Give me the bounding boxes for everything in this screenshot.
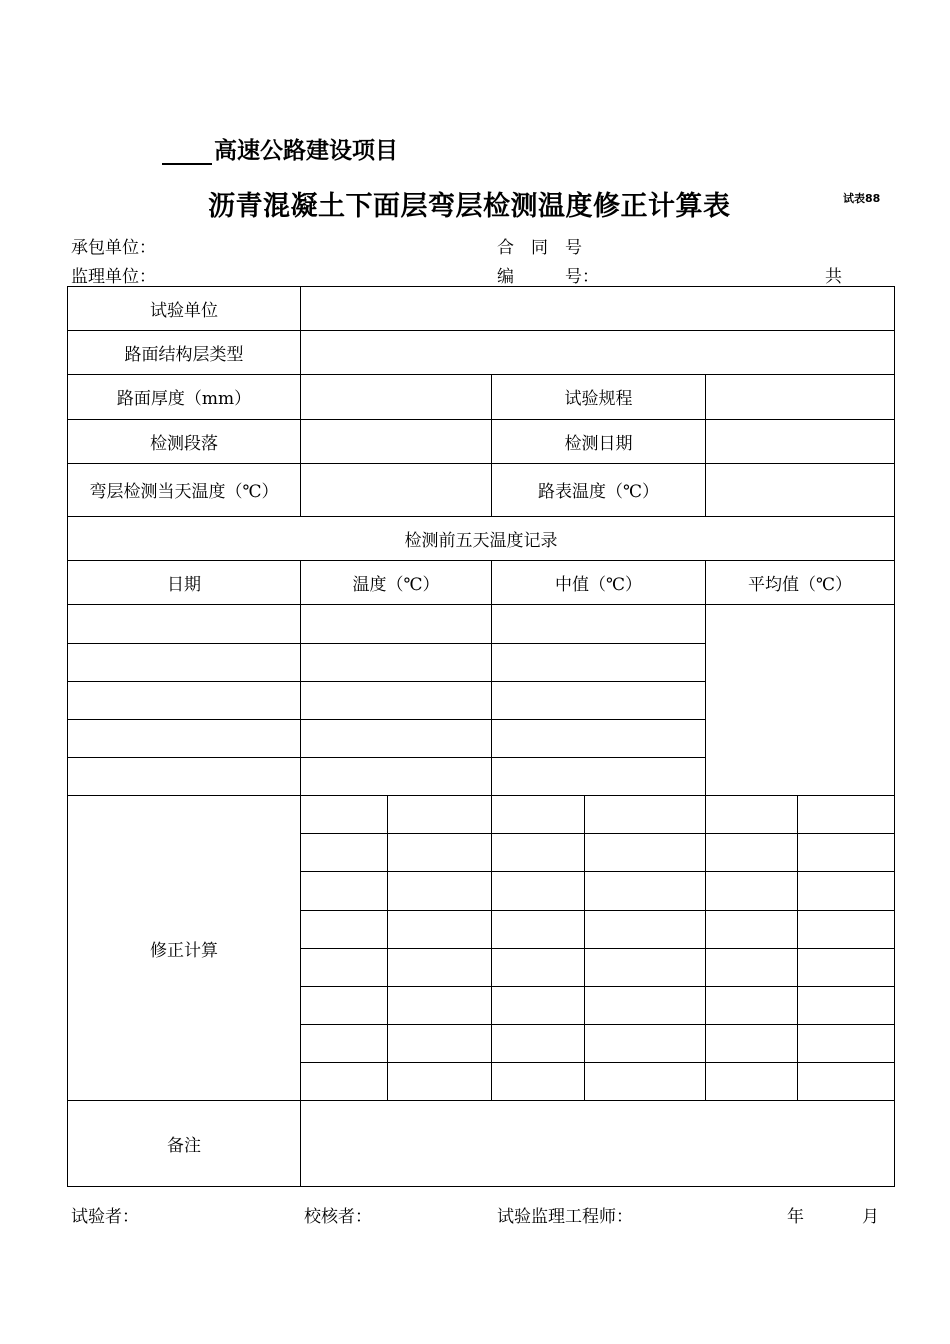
remarks-value[interactable]	[301, 1101, 895, 1187]
correction-label: 修正计算	[68, 796, 301, 1101]
year-label: 年	[787, 1207, 804, 1227]
correction-cell[interactable]	[585, 872, 706, 910]
correction-cell[interactable]	[585, 834, 706, 872]
record-date-cell[interactable]	[68, 681, 301, 719]
month-label: 月	[862, 1207, 879, 1227]
section-value[interactable]	[301, 419, 492, 463]
form-number: 试表88	[843, 192, 881, 205]
project-name: 高速公路建设项目	[162, 132, 398, 165]
correction-cell[interactable]	[585, 1025, 706, 1063]
correction-cell[interactable]	[585, 948, 706, 986]
surface-temp-label: 路表温度（℃）	[492, 463, 706, 516]
remarks-label: 备注	[68, 1101, 301, 1187]
correction-cell[interactable]	[492, 986, 585, 1024]
correction-cell[interactable]	[492, 1063, 585, 1101]
test-unit-label: 试验单位	[68, 287, 301, 331]
five-day-record-heading: 检测前五天温度记录	[68, 516, 895, 560]
record-temp-cell[interactable]	[301, 757, 492, 795]
record-median-cell[interactable]	[492, 605, 706, 643]
record-avg-cell[interactable]	[706, 605, 895, 796]
col-temp-header: 温度（℃）	[301, 561, 492, 605]
correction-cell[interactable]	[585, 796, 706, 834]
correction-cell[interactable]	[301, 948, 388, 986]
correction-cell[interactable]	[585, 986, 706, 1024]
correction-cell[interactable]	[301, 1025, 388, 1063]
correction-cell[interactable]	[301, 910, 388, 948]
record-temp-cell[interactable]	[301, 719, 492, 757]
record-date-cell[interactable]	[68, 605, 301, 643]
supervisor-engineer-label: 试验监理工程师：	[497, 1207, 633, 1227]
pavement-type-label: 路面结构层类型	[68, 331, 301, 375]
record-date-cell[interactable]	[68, 757, 301, 795]
correction-cell[interactable]	[798, 796, 895, 834]
record-median-cell[interactable]	[492, 719, 706, 757]
correction-cell[interactable]	[706, 796, 798, 834]
correction-cell[interactable]	[798, 872, 895, 910]
record-median-cell[interactable]	[492, 757, 706, 795]
correction-cell[interactable]	[388, 796, 492, 834]
correction-cell[interactable]	[585, 1063, 706, 1101]
tester-label: 试验者：	[71, 1207, 139, 1227]
correction-cell[interactable]	[798, 910, 895, 948]
correction-cell[interactable]	[492, 834, 585, 872]
correction-cell[interactable]	[706, 1063, 798, 1101]
test-date-value[interactable]	[706, 419, 895, 463]
col-median-header: 中值（℃）	[492, 561, 706, 605]
correction-cell[interactable]	[388, 872, 492, 910]
total-label: 共	[825, 267, 842, 287]
correction-cell[interactable]	[706, 1025, 798, 1063]
record-date-cell[interactable]	[68, 643, 301, 681]
record-temp-cell[interactable]	[301, 643, 492, 681]
correction-cell[interactable]	[706, 834, 798, 872]
correction-cell[interactable]	[706, 948, 798, 986]
test-spec-value[interactable]	[706, 375, 895, 419]
correction-cell[interactable]	[388, 1063, 492, 1101]
project-blank[interactable]	[162, 141, 212, 165]
correction-cell[interactable]	[706, 872, 798, 910]
correction-cell[interactable]	[492, 910, 585, 948]
record-date-cell[interactable]	[68, 719, 301, 757]
correction-cell[interactable]	[706, 910, 798, 948]
correction-cell[interactable]	[492, 872, 585, 910]
pavement-type-value[interactable]	[301, 331, 895, 375]
correction-cell[interactable]	[492, 1025, 585, 1063]
correction-cell[interactable]	[798, 1063, 895, 1101]
page-title: 沥青混凝土下面层弯层检测温度修正计算表	[208, 191, 731, 222]
correction-cell[interactable]	[388, 948, 492, 986]
record-temp-cell[interactable]	[301, 605, 492, 643]
serial-label: 编 号：	[497, 267, 599, 287]
correction-cell[interactable]	[388, 834, 492, 872]
surface-temp-value[interactable]	[706, 463, 895, 516]
supervisor-label: 监理单位：	[71, 267, 156, 287]
col-date-header: 日期	[68, 561, 301, 605]
correction-cell[interactable]	[388, 910, 492, 948]
correction-cell[interactable]	[492, 948, 585, 986]
correction-cell[interactable]	[301, 1063, 388, 1101]
correction-cell[interactable]	[798, 1025, 895, 1063]
contractor-label: 承包单位：	[71, 238, 156, 258]
test-date-label: 检测日期	[492, 419, 706, 463]
correction-cell[interactable]	[706, 986, 798, 1024]
contract-no-label: 合 同 号	[497, 238, 582, 258]
correction-cell[interactable]	[798, 948, 895, 986]
calculation-table	[67, 286, 895, 1187]
correction-cell[interactable]	[585, 910, 706, 948]
correction-cell[interactable]	[301, 986, 388, 1024]
checker-label: 校核者：	[304, 1207, 372, 1227]
correction-cell[interactable]	[798, 834, 895, 872]
correction-cell[interactable]	[301, 796, 388, 834]
correction-cell[interactable]	[301, 872, 388, 910]
thickness-label: 路面厚度（mm）	[68, 375, 301, 419]
record-median-cell[interactable]	[492, 681, 706, 719]
col-avg-header: 平均值（℃）	[706, 561, 895, 605]
correction-cell[interactable]	[301, 834, 388, 872]
section-label: 检测段落	[68, 419, 301, 463]
record-temp-cell[interactable]	[301, 681, 492, 719]
record-median-cell[interactable]	[492, 643, 706, 681]
correction-cell[interactable]	[388, 986, 492, 1024]
test-spec-label: 试验规程	[492, 375, 706, 419]
thickness-value[interactable]	[301, 375, 492, 419]
day-temp-value[interactable]	[301, 463, 492, 516]
correction-cell[interactable]	[388, 1025, 492, 1063]
day-temp-label: 弯层检测当天温度（℃）	[68, 463, 301, 516]
correction-cell[interactable]	[798, 986, 895, 1024]
correction-cell[interactable]	[492, 796, 585, 834]
test-unit-value[interactable]	[301, 287, 895, 331]
